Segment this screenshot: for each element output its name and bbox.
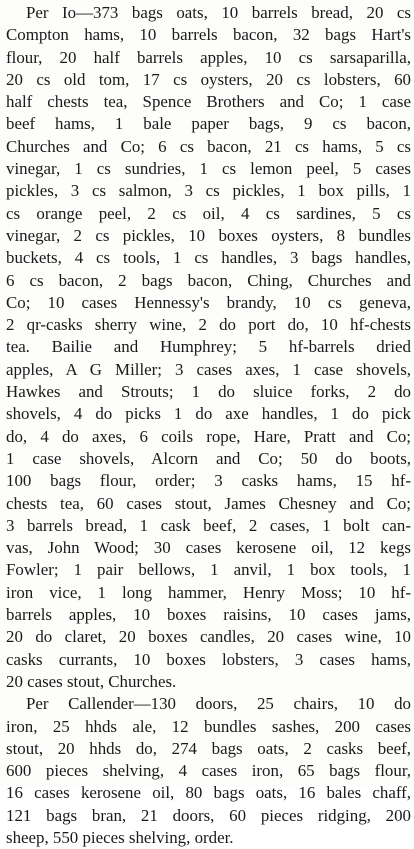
- text-line: Hawkes and Strouts; 1 do sluice forks, 2 do: [6, 382, 411, 402]
- text-line: 121 bags bran, 21 doors, 60 pieces ridging, 200: [6, 805, 411, 825]
- cargo-paragraph-callender: [6, 693, 411, 849]
- text-line: 6 cs bacon, 2 bags bacon, Ching, Churches and: [6, 270, 411, 290]
- text-line: Churches and Co; 6 cs bacon, 21 cs hams, 5 cs: [6, 136, 411, 156]
- text-line: Compton hams, 10 barrels bacon, 32 bags Hart's: [6, 25, 411, 45]
- text-line: 20 cs old tom, 17 cs oysters, 20 cs lobsters, 60: [6, 69, 411, 89]
- text-line: 100 bags flour, order; 3 casks hams, 15 hf-: [6, 471, 411, 491]
- text-line: Co; 10 cases Hennessy's brandy, 10 cs geneva,: [6, 292, 411, 312]
- text-line: beef hams, 1 bale paper bags, 9 cs bacon,: [6, 114, 411, 134]
- text-line: 1 case shovels, Alcorn and Co; 50 do boots,: [6, 448, 411, 468]
- text-line: 20 cases stout, Churches.: [6, 671, 177, 691]
- text-line: 16 cases kerosene oil, 80 bags oats, 16 bales chaff,: [6, 783, 411, 803]
- text-line: pickles, 3 cs salmon, 3 cs pickles, 1 box pills, 1: [6, 181, 411, 201]
- text-line: casks currants, 10 boxes lobsters, 3 cases hams,: [6, 649, 411, 669]
- text-line: 2 qr-casks sherry wine, 2 do port do, 10 hf-chests: [6, 315, 411, 335]
- text-line: flour, 20 half barrels apples, 10 cs sarsaparilla,: [6, 47, 411, 67]
- text-line: cs orange peel, 2 cs oil, 4 cs sardines, 5 cs: [6, 203, 411, 223]
- text-line: apples, A G Miller; 3 cases axes, 1 case shovels,: [6, 359, 411, 379]
- text-line: vinegar, 1 cs sundries, 1 cs lemon peel, 5 cases: [6, 159, 411, 179]
- text-line: shovels, 4 do picks 1 do axe handles, 1 do pick: [6, 404, 411, 424]
- text-line: Fowler; 1 pair bellows, 1 anvil, 1 box tools, 1: [6, 560, 411, 580]
- text-line: Per Callender—130 doors, 25 chairs, 10 do: [26, 694, 411, 714]
- text-line: sheep, 550 pieces shelving, order.: [6, 827, 234, 847]
- text-line: do, 4 do axes, 6 coils rope, Hare, Pratt and Co;: [6, 426, 411, 446]
- text-line: chests tea, 60 cases stout, James Chesney and Co;: [6, 493, 411, 513]
- text-line: half chests tea, Spence Brothers and Co; 1 case: [6, 92, 411, 112]
- text-line: barrels apples, 10 boxes raisins, 10 cases jams,: [6, 605, 411, 625]
- text-line: buckets, 4 cs tools, 1 cs handles, 3 bags handles,: [6, 248, 411, 268]
- text-line: vinegar, 2 cs pickles, 10 boxes oysters, 8 bundles: [6, 225, 411, 245]
- text-line: 3 barrels bread, 1 cask beef, 2 cases, 1 bolt can-: [6, 515, 411, 535]
- text-line: stout, 20 hhds do, 274 bags oats, 2 casks beef,: [6, 738, 411, 758]
- text-line: iron, 25 hhds ale, 12 bundles sashes, 200 cases: [6, 716, 411, 736]
- text-line: iron vice, 1 long hammer, Henry Moss; 10 hf-: [6, 582, 411, 602]
- text-line: vas, John Wood; 30 cases kerosene oil, 12 kegs: [6, 538, 411, 558]
- text-line: tea. Bailie and Humphrey; 5 hf-barrels dried: [6, 337, 411, 357]
- text-line: 20 do claret, 20 boxes candles, 20 cases wine, 10: [6, 627, 411, 647]
- cargo-paragraph-io: [6, 2, 411, 693]
- text-line: Per Io—373 bags oats, 10 barrels bread, 20 cs: [26, 3, 411, 22]
- text-line: 600 pieces shelving, 4 cases iron, 65 bags flour,: [6, 761, 411, 781]
